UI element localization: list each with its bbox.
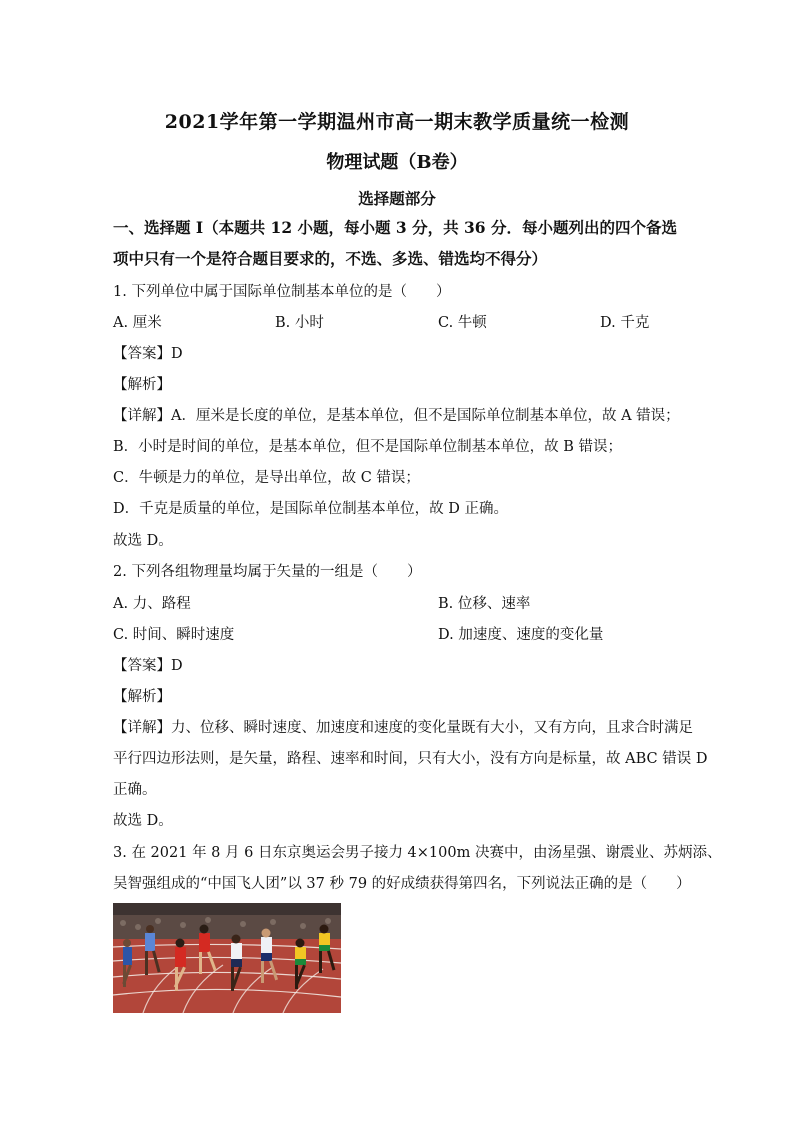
q2-detail-line: 正确。 <box>113 782 157 798</box>
relay-race-illustration <box>113 903 341 1013</box>
q2-conclusion: 故选 D。 <box>113 813 173 829</box>
page-title: 2021学年第一学期温州市高一期末教学质量统一检测 <box>164 111 630 133</box>
q2-option-c: C. 时间、瞬时速度 <box>113 627 235 643</box>
page-subtitle: 物理试题（B卷） <box>326 152 468 173</box>
q1-option-a: A. 厘米 <box>113 315 162 331</box>
q1-option-c: C. 牛顿 <box>438 315 487 331</box>
q1-detail-line: C．牛顿是力的单位，是导出单位，故 C 错误； <box>113 470 420 486</box>
q1-stem: 1. 下列单位中属于国际单位制基本单位的是（ ） <box>113 284 451 300</box>
q2-analysis: 【解析】 <box>113 689 171 705</box>
section-heading-line1: 一、选择题 I（本题共 12 小题，每小题 3 分，共 36 分．每小题列出的四个备选 <box>113 218 677 237</box>
part-heading: 选择题部分 <box>358 189 436 208</box>
section-heading-line2: 项中只有一个是符合题目要求的，不选、多选、错选均不得分） <box>113 249 548 268</box>
relay-race-photo <box>113 903 341 1013</box>
q2-stem: 2. 下列各组物理量均属于矢量的一组是（ ） <box>113 564 422 580</box>
q2-detail-line: 平行四边形法则，是矢量，路程、速率和时间，只有大小，没有方向是标量，故 ABC 错误 D <box>113 751 708 767</box>
q1-conclusion: 故选 D。 <box>113 533 173 549</box>
q1-answer: 【答案】D <box>113 346 183 362</box>
q2-option-b: B. 位移、速率 <box>438 596 531 612</box>
q3-stem-line1: 3. 在 2021 年 8 月 6 日东京奥运会男子接力 4×100m 决赛中，由汤星强、谢震业、苏炳添、 <box>113 845 722 861</box>
q1-analysis: 【解析】 <box>113 377 171 393</box>
q2-option-a: A. 力、路程 <box>113 596 191 612</box>
q1-detail-line: 【详解】A．厘米是长度的单位，是基本单位，但不是国际单位制基本单位，故 A 错误； <box>113 408 680 424</box>
q1-option-b: B. 小时 <box>275 315 324 331</box>
q2-detail-line: 【详解】力、位移、瞬时速度、加速度和速度的变化量既有大小，又有方向，且求合时满足 <box>113 720 693 736</box>
q1-option-d: D. 千克 <box>600 315 650 331</box>
q1-detail-line: B．小时是时间的单位，是基本单位，但不是国际单位制基本单位，故 B 错误； <box>113 439 623 455</box>
q1-detail-line: D．千克是质量的单位，是国际单位制基本单位，故 D 正确。 <box>113 501 508 517</box>
q2-answer: 【答案】D <box>113 658 183 674</box>
q3-stem-line2: 吴智强组成的“中国飞人团”以 37 秒 79 的好成绩获得第四名，下列说法正确的是（ ） <box>113 876 691 892</box>
q2-option-d: D. 加速度、速度的变化量 <box>438 627 604 643</box>
